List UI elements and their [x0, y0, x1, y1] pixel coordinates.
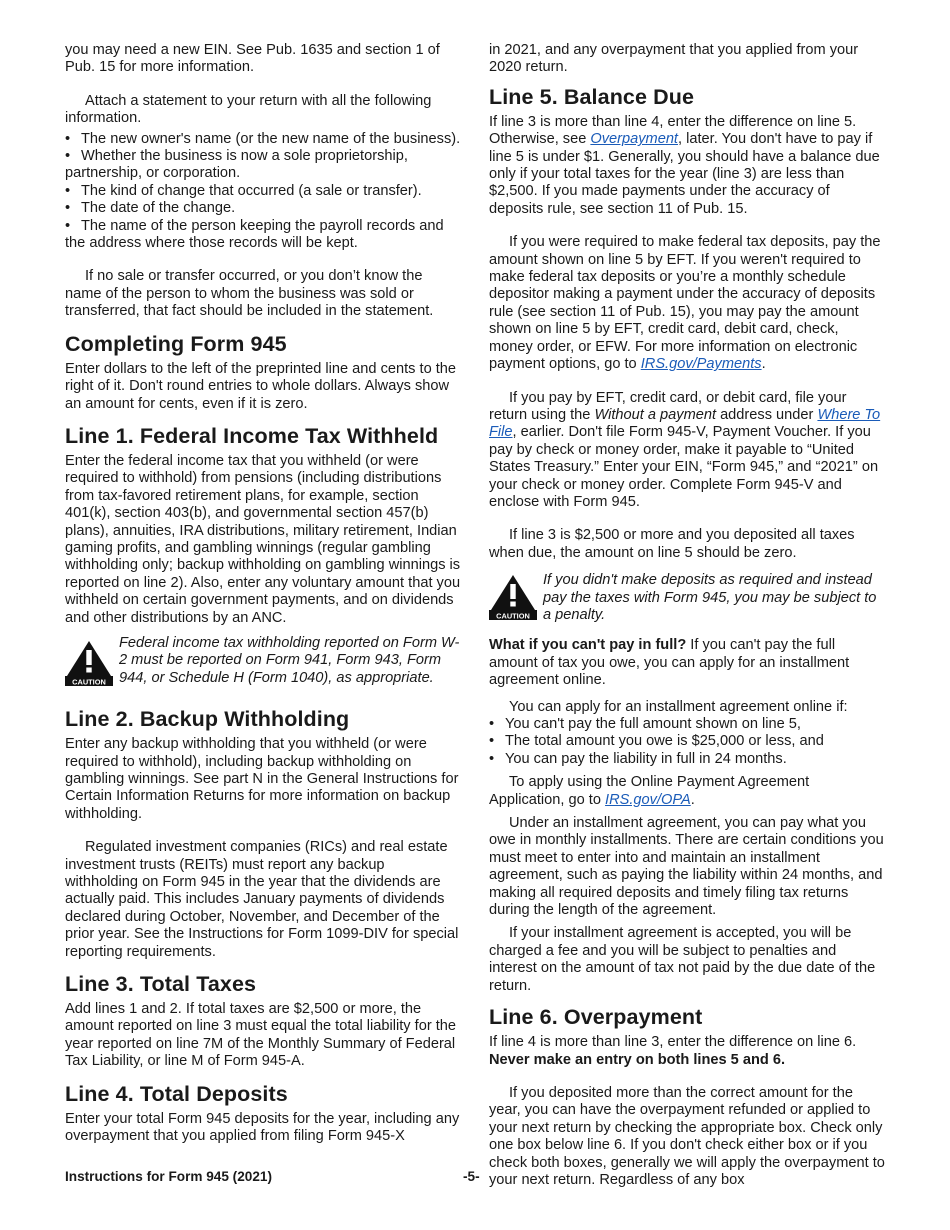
- line6-paragraph-a: If line 4 is more than line 3, enter the difference on line 6. Never make an entry on both lines 5 and 6.: [489, 1034, 857, 1068]
- completing-paragraph: Enter dollars to the left of the preprinted line and cents to the right of it. Don't round entries to whole dollars. Always show an amount for cents, even if it is zero.: [65, 360, 457, 412]
- bullet-icon: •: [65, 182, 71, 199]
- line2-paragraph-a: Enter any backup withholding that you withheld (or were required to withhold), including backup withholding on gambling winnings. See part N in the General Instructions for Certain Information Returns for more information on backup withholding.: [65, 736, 459, 822]
- svg-text:CAUTION: CAUTION: [496, 611, 530, 621]
- bullet-icon: •: [65, 217, 71, 234]
- irs-opa-link[interactable]: IRS.gov/OPA: [605, 791, 691, 808]
- bullet-icon: •: [65, 200, 71, 217]
- heading-line3: Line 3. Total Taxes: [65, 972, 257, 997]
- footer-page-number: -5-: [463, 1169, 480, 1184]
- list-item: • The name of the person keeping the payroll records and the address where those records will be kept.: [65, 217, 444, 252]
- heading-completing-form: Completing Form 945: [65, 331, 287, 356]
- bullet-icon: •: [489, 716, 495, 732]
- attach-paragraph: Attach a statement to your return with all the following information.: [65, 92, 432, 127]
- accepted-paragraph: If your installment agreement is accepted, you will be charged a fee and you will be subject to penalties and interest on the amount of tax not paid by the due date of the return.: [489, 925, 876, 994]
- heading-line2: Line 2. Backup Withholding: [65, 707, 350, 732]
- bullet-icon: •: [489, 750, 495, 767]
- heading-line5: Line 5. Balance Due: [489, 84, 695, 109]
- footer-form-title: Instructions for Form 945 (2021): [65, 1169, 272, 1184]
- line4-paragraph: Enter your total Form 945 deposits for the year, including any overpayment that you applied from filing Form 945-X: [65, 1110, 460, 1145]
- caution-icon: [65, 640, 113, 686]
- caution-box-line5: [489, 572, 885, 624]
- line6-paragraph-b: If you deposited more than the correct amount for the year, you can have the overpayment refunded or applied to your next return by checking the appropriate box. Check only one box below line 6. If you don't check either box or if you check both boxes, generally we will apply the overpayment to your next return. Regardless of any box: [489, 1084, 885, 1188]
- caution-text-line5: If you didn't make deposits as required and instead pay the taxes with Form 945, you may be subject to a penalty.: [543, 572, 877, 623]
- intro-paragraph: you may need a new EIN. See Pub. 1635 and section 1 of Pub. 15 for more information.: [65, 42, 440, 76]
- left-column: [65, 42, 461, 1162]
- where-to-file-link[interactable]: Where To File: [489, 406, 881, 441]
- bullet-icon: •: [489, 733, 495, 750]
- list-item: • Whether the business is now a sole proprietorship, partnership, or corporation.: [65, 148, 408, 182]
- line5-paragraph-d: If line 3 is $2,500 or more and you deposited all taxes when due, the amount on line 5 should be zero.: [489, 527, 855, 561]
- line1-paragraph: Enter the federal income tax that you withheld (or were required to withhold) from pensions (including distributions from tax-favored retirement plans, for example, section 401(k), section 403(b), and governmental section 457(b) plans), annuities, IRA distributions, military retirement, Indian gaming profits, and gambling winnings (regular gambling withholding only; backup withholding on gambling winnings is reported on line 2). Also, enter any voluntary amount that you withheld on certain government payments, and on dividends and other distributions by an ANC.: [65, 452, 461, 626]
- caution-icon: [489, 574, 537, 620]
- what-if-paragraph: What if you can't pay in full? If you can't pay the full amount of tax you owe, you can apply for an installment agreement online.: [489, 637, 850, 689]
- svg-text:CAUTION: CAUTION: [72, 677, 106, 686]
- to-apply-paragraph: To apply using the Online Payment Agreement Application, go to IRS.gov/OPA.: [489, 774, 810, 808]
- irs-payments-link[interactable]: IRS.gov/Payments: [640, 356, 762, 373]
- caution-box-line1: [65, 635, 461, 687]
- list-item: • The date of the change.: [65, 200, 236, 217]
- caution-text-line1: Federal income tax withholding reported on Form W-2 must be reported on Form 941, Form 943, Form 944, or Schedule H (Form 1040), as appropriate.: [119, 634, 460, 686]
- list-item: • The kind of change that occurred (a sale or transfer).: [65, 182, 422, 199]
- list-item: • You can pay the liability in full in 24 months.: [489, 750, 787, 767]
- line3-paragraph: Add lines 1 and 2. If total taxes are $2,500 or more, the amount reported on line 3 must equal the total liability for the year reported on line 7M of the Monthly Summary of Federal Tax Liability, or line M of Form 945-A.: [65, 1001, 457, 1070]
- heading-line6: Line 6. Overpayment: [489, 1005, 703, 1030]
- installment-bullet-list: [489, 716, 885, 768]
- bullet-icon: •: [65, 148, 71, 165]
- list-item: • You can't pay the full amount shown on line 5,: [489, 716, 801, 732]
- statement-bullet-list: [65, 131, 461, 253]
- no-sale-paragraph: If no sale or transfer occurred, or you don’t know the name of the person to whom the business was sold or transferred, that fact should be included in the statement.: [65, 268, 434, 320]
- can-apply-paragraph: You can apply for an installment agreement online if:: [509, 698, 848, 715]
- list-item: • The new owner's name (or the new name of the business).: [65, 130, 461, 147]
- right-column: [489, 42, 885, 1205]
- line5-paragraph-a: If line 3 is more than line 4, enter the difference on line 5. Otherwise, see Overpayment, later. You don't have to pay if line 5 is under $1. Generally, you should have a balance due only if your total taxes for the year (line 3) are less than $2,500. If you made payments under the accuracy of deposits rule, see section 11 of Pub. 15.: [489, 113, 880, 217]
- line2-paragraph-b: Regulated investment companies (RICs) and real estate investment trusts (REITs) must report any backup withholding on Form 945 in the year that the dividends are actually paid. This includes January payments of dividends declared during October, November, and December of the prior year. See the Instructions for Form 1099-DIV for special reporting requirements.: [65, 839, 459, 960]
- heading-line4: Line 4. Total Deposits: [65, 1081, 288, 1106]
- line5-paragraph-c: If you pay by EFT, credit card, or debit card, file your return using the Without a payment address under Where To File, earlier. Don't file Form 945-V, Payment Voucher. If you pay by check or money order, make it payable to “United States Treasury.” Enter your EIN, “Form 945,” and “2021” on your check or money order. Complete Form 945-V and enclose with Form 945.: [489, 389, 881, 510]
- bullet-icon: •: [65, 130, 71, 147]
- installment-agreement-paragraph: Under an installment agreement, you can pay what you owe in monthly installments. There are certain conditions you must meet to enter into and maintain an installment agreement, such as paying the liability within 24 months, and making all required deposits and timely filing tax returns during the length of the agreement.: [489, 815, 884, 919]
- continued-paragraph: in 2021, and any overpayment that you applied from your 2020 return.: [489, 42, 859, 76]
- line5-paragraph-b: If you were required to make federal tax deposits, pay the amount shown on line 5 by EFT. If you weren't required to make federal tax deposits or you’re a monthly schedule depositor making a payment under the accuracy of deposits rule (see section 11 of Pub. 15), you may pay the amount shown on line 5 by EFT, credit card, debit card, check, money order, or EFW. For more information on electronic payment options, go to IRS.gov/Payments.: [489, 234, 881, 373]
- heading-line1: Line 1. Federal Income Tax Withheld: [65, 423, 439, 448]
- overpayment-link[interactable]: Overpayment: [590, 131, 678, 148]
- list-item: • The total amount you owe is $25,000 or less, and: [489, 733, 824, 750]
